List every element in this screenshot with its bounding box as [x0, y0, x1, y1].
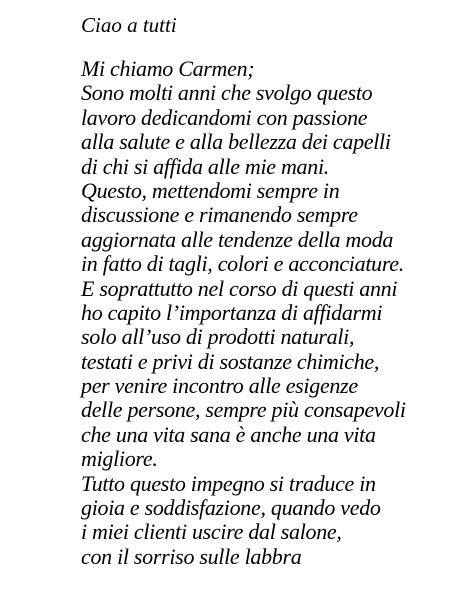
text-line: alla salute e alla bellezza dei capelli: [81, 129, 391, 155]
text-line: Sono molti anni che svolgo questo: [81, 80, 373, 106]
text-line: testati e privi di sostanze chimiche,: [81, 348, 380, 374]
text-line: Tutto questo impegno si traduce in: [81, 470, 376, 496]
text-line: in fatto di tagli, colori e acconciature.: [81, 251, 404, 277]
text-line: solo all’uso di prodotti naturali,: [81, 324, 355, 350]
text-line: per venire incontro alle esigenze: [81, 373, 358, 399]
text-line: Mi chiamo Carmen;: [81, 56, 255, 81]
text-line: delle persone, sempre più consapevoli: [81, 397, 406, 423]
text-line: aggiornata alle tendenze della moda: [81, 226, 394, 252]
text-line: lavoro dedicandomi con passione: [81, 104, 368, 130]
letter-body: [81, 57, 406, 569]
text-line: E soprattutto nel corso di questi anni: [81, 275, 398, 301]
text-line: i miei clienti uscire dal salone,: [81, 519, 342, 545]
text-line: gioia e soddisfazione, quando vedo: [81, 495, 381, 521]
text-line: con il sorriso sulle labbra: [81, 543, 302, 569]
text-line: migliore.: [81, 446, 158, 472]
text-line: discussione e rimanendo sempre: [81, 202, 358, 228]
text-line: ho capito l’importanza di affidarmi: [81, 299, 383, 325]
greeting-heading: Ciao a tutti: [81, 13, 177, 37]
text-line: che una vita sana è anche una vita: [81, 421, 376, 447]
text-line: di chi si affida alle mie mani.: [81, 153, 329, 179]
text-line: Questo, mettendomi sempre in: [81, 177, 340, 203]
